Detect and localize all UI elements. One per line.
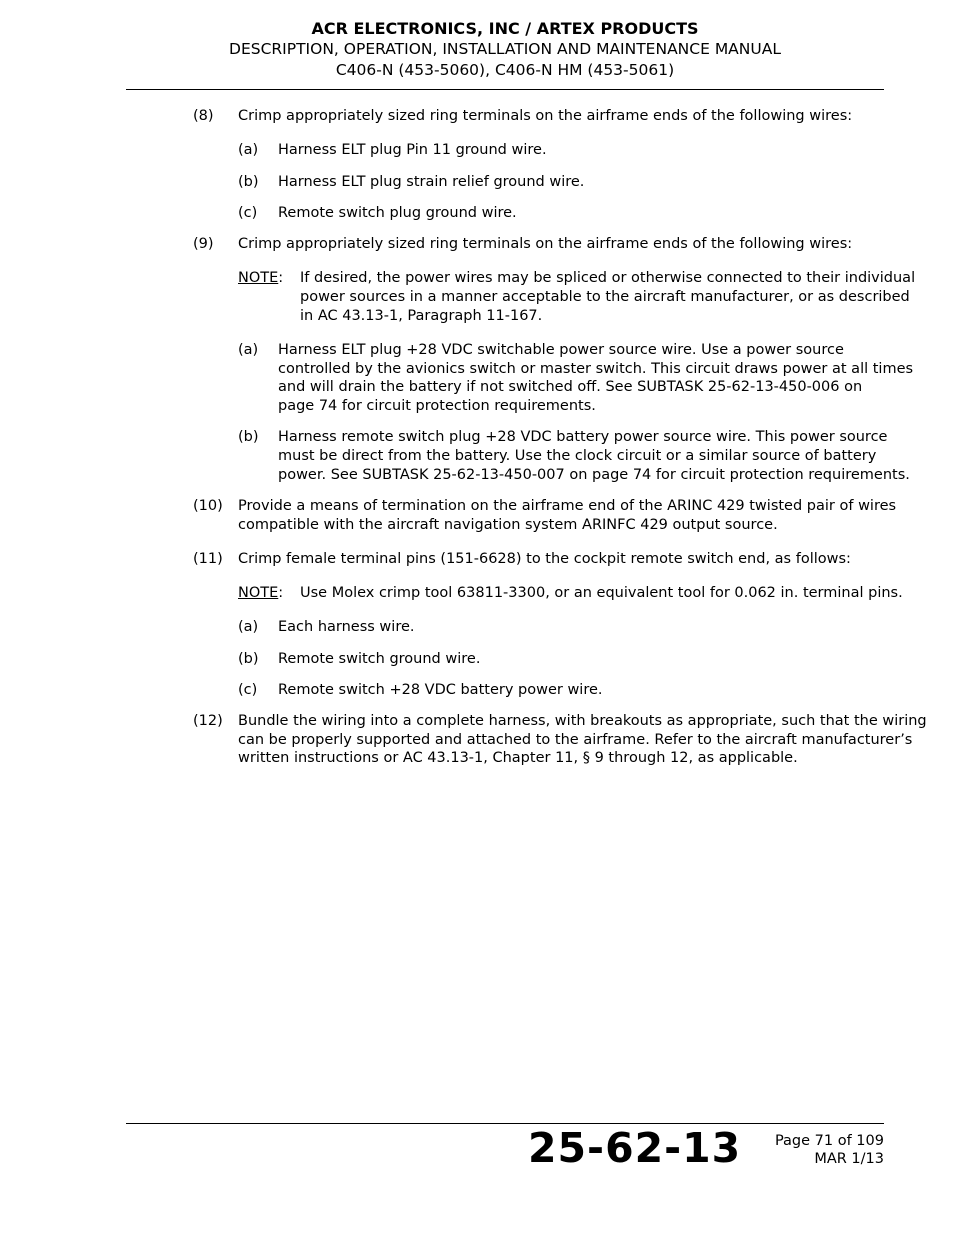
substep-line-1: Harness ELT plug +28 VDC switchable power source wire. Use a power source: [278, 342, 844, 358]
page-number: Page 71 of 109: [774, 1133, 884, 1149]
step-line-1: Provide a means of termination on the airframe end of the ARINC 429 twisted pair of wires: [238, 498, 897, 514]
substep-letter: (c): [238, 682, 258, 698]
substep-line-2: must be direct from the battery. Use the clock circuit or a similar source of battery: [278, 448, 877, 464]
note-text: Use Molex crimp tool 63811-3300, or an equivalent tool for 0.062 in. terminal pins.: [300, 585, 903, 601]
page-header: [126, 18, 884, 81]
substep-line-3: power. See SUBTASK 25-62-13-450-007 on page 74 for circuit protection requirements.: [278, 467, 910, 483]
step-number: (9): [193, 236, 214, 252]
step-line-2: compatible with the aircraft navigation system ARINFC 429 output source.: [238, 517, 778, 533]
manual-title: DESCRIPTION, OPERATION, INSTALLATION AND MAINTENANCE MANUAL: [229, 40, 781, 58]
substep-text: Remote switch plug ground wire.: [278, 205, 517, 221]
company-name: ACR ELECTRONICS, INC / ARTEX PRODUCTS: [311, 19, 699, 38]
step-line-2: can be properly supported and attached to the airframe. Refer to the aircraft manufacturer’s: [238, 732, 913, 748]
substep-letter: (c): [238, 205, 258, 221]
substep-text: Harness ELT plug Pin 11 ground wire.: [278, 142, 547, 158]
step-text: Crimp appropriately sized ring terminals on the airframe ends of the following wires:: [238, 236, 853, 252]
step-text: Crimp appropriately sized ring terminals on the airframe ends of the following wires:: [238, 108, 853, 124]
substep-line-1: Harness remote switch plug +28 VDC battery power source wire. This power source: [278, 429, 888, 445]
substep-letter: (b): [238, 651, 259, 667]
note-line-1: If desired, the power wires may be spliced or otherwise connected to their individual: [300, 270, 916, 286]
header-divider: [126, 89, 884, 90]
note-label: NOTE:: [238, 585, 284, 601]
revision-date: MAR 1/13: [814, 1151, 884, 1167]
note-line-2: power sources in a manner acceptable to the aircraft manufacturer, or as described: [300, 289, 910, 305]
step-number: (8): [193, 108, 214, 124]
note-label: NOTE:: [238, 270, 284, 286]
footer-divider: [126, 1123, 884, 1124]
substep-text: Harness ELT plug strain relief ground wire.: [278, 174, 585, 190]
chapter-code: 25-62-13: [528, 1124, 742, 1172]
substep-line-3: and will drain the battery if not switched off. See SUBTASK 25-62-13-450-006 on: [278, 379, 863, 395]
step-number: (10): [193, 498, 223, 514]
substep-letter: (b): [238, 174, 259, 190]
step-number: (11): [193, 551, 223, 567]
note-line-3: in AC 43.13-1, Paragraph 11-167.: [300, 308, 543, 324]
step-text: Crimp female terminal pins (151-6628) to the cockpit remote switch end, as follows:: [238, 551, 851, 567]
step-line-1: Bundle the wiring into a complete harness, with breakouts as appropriate, such that the wiring: [238, 713, 927, 729]
substep-letter: (a): [238, 342, 259, 358]
substep-text: Remote switch ground wire.: [278, 651, 481, 667]
substep-text: Each harness wire.: [278, 619, 415, 635]
model-numbers: C406-N (453-5060), C406-N HM (453-5061): [335, 61, 675, 79]
step-line-3: written instructions or AC 43.13-1, Chapter 11, § 9 through 12, as applicable.: [238, 750, 798, 766]
page-info: [775, 1132, 884, 1168]
step-number: (12): [193, 713, 223, 729]
substep-letter: (a): [238, 619, 259, 635]
substep-text: Remote switch +28 VDC battery power wire.: [278, 682, 603, 698]
substep-letter: (a): [238, 142, 259, 158]
substep-line-2: controlled by the avionics switch or master switch. This circuit draws power at all times: [278, 361, 914, 377]
substep-letter: (b): [238, 429, 259, 445]
substep-line-4: page 74 for circuit protection requirements.: [278, 398, 596, 414]
